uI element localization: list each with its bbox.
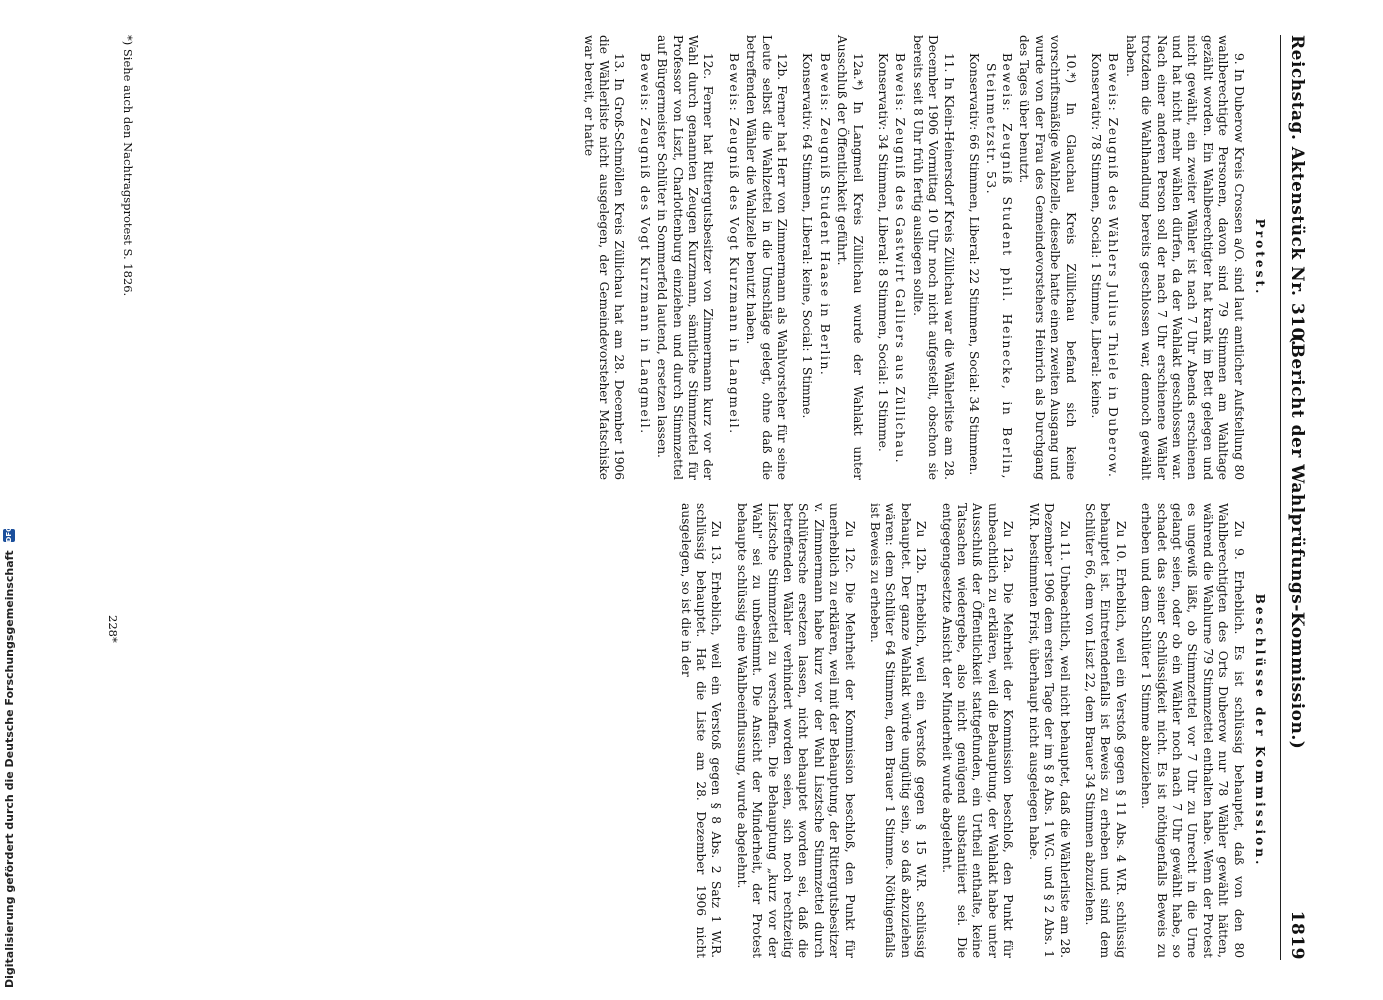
commission-paragraph: Zu 12c. Die Mehrheit der Kommission beschloß, den Punkt für unerheblich zu erklären, weil mit der Behauptung, der Rittergutsbesitzer v. Zimmermann habe kurz vor der Wahl Lisztsche Stimmzettel durch Schlütersche ersetzen lassen, nicht behauptet worden sei, daß die betreffenden Wähler verhindert worden seien, sich noch rechtzeitig Lisztsche Stimmzettel zu verschaffen. Die Behauptung „kurz vor der Wahl" sei zu unbestimmt. Die Ansicht der Minderheit, der Protest behaupte schlüssig eine Wahlbeeinflussung, wurde abgelehnt. <box>734 503 857 958</box>
digitization-credit <box>2 526 18 988</box>
credit-text: Digitalisierung gefördert durch die Deutsche Forschungsgemeinschaft <box>2 550 16 988</box>
spacer <box>857 503 865 958</box>
commission-column <box>675 503 1269 958</box>
footnote: *) Siehe auch den Nachtragsprotest S. 1826. <box>121 35 135 297</box>
protest-paragraph: 10.*) In Glauchau Kreis Züllichau befand sich keine vorschriftsmäßige Wahlzelle, dieselbe hatte einen zweiten Ausgang und wurde von der Frau des Gemeindevorstehers Heinrich als Durchgang des Tages über benutzt. <box>1017 35 1078 480</box>
spacer <box>715 35 723 480</box>
protest-votes: Konservativ: 64 Stimmen, Liberal: keine, Social: 1 Stimme. <box>800 53 815 419</box>
header-left: Reichstag. Aktenstück Nr. 310. <box>1287 35 1307 347</box>
protest-evidence: Beweis: Zeugniß Student Haase in Berlin. <box>817 53 832 377</box>
spacer <box>956 35 964 480</box>
protest-votes: Konservativ: 78 Stimmen, Social: 1 Stimme, Liberal: keine. <box>1088 53 1103 419</box>
protest-paragraph: 12c. Ferner hat Rittergutsbesitzer von Zimmermann kurz vor der Wahl durch genannten Zeugen Kurzmann, sämtliche Stimmzettel für Professor von Liszt, Charlottenburg einziehen und durch Stimmzettel auf Bürgermeister Schlüter in Sommerfeld lautend, ersetzen lassen. <box>655 35 716 480</box>
spacer <box>1128 503 1136 958</box>
protest-column <box>578 35 1269 480</box>
spacer <box>865 35 873 480</box>
protest-evidence: Beweis: Zeugniß des Vogt Kurzmann in Langmeil. <box>726 53 741 435</box>
page-number: 228* <box>106 615 120 643</box>
spacer <box>789 35 797 480</box>
spacer <box>928 503 936 958</box>
commission-paragraph: Zu 11. Unbeachtlich, weil nicht behauptet, daß die Wählerliste am 28. Dezember 1906 dem ersten Tage der im § 8 Abs. 1 W.G. und § 2 Abs. 1 W.R. bestimmten Frist, überhaupt nicht ausgelegen habe. <box>1026 503 1072 958</box>
commission-paragraph: Zu 9. Erheblich. Es ist schlüssig behauptet, daß von den 80 Wahlberechtigten des Orts Duberow nur 78 Wähler gewählt hätten, während die Wahlurne 79 Stimmzettel enthalten habe. Wenn der Protest es ungewiß läßt, ob Stimmzettel vor 7 Uhr zu Unrecht in die Urne gelangt seien, oder ob ein Wähler noch nach 7 Uhr gewählt habe, so schadet das seiner Schlüssigkeit nicht. Es ist nöthigenfalls Beweis zu erheben und dem Schlüter 1 Stimme abzuziehen. <box>1139 503 1246 958</box>
spacer <box>1015 503 1023 958</box>
page-header <box>1279 35 1307 960</box>
commission-paragraph: Zu 13. Erheblich, weil ein Verstoß gegen § 8 Abs. 2 Satz 1 W.R. schlüssig behauptet. Hat die Liste am 28. Dezember 1906 nicht ausgelegen, so ist die in der <box>678 503 724 958</box>
protest-paragraph: 11. In Klein-Heinersdorf Kreis Züllichau war die Wählerliste am 28. December 1906 Vormittag 10 Uhr noch nicht aufgestellt, obschon sie bereits seit 8 Uhr früh fertig ausliegen sollte. <box>910 35 956 480</box>
dfg-logo-icon: DFG <box>5 526 13 543</box>
protest-evidence: Beweis: Zeugniß des Wählers Julius Thiele in Duberow. <box>1106 53 1121 479</box>
protest-paragraph: 12a.*) In Langmeil Kreis Züllichau wurde der Wahlakt unter Ausschluß der Öffentlichkeit geführt. <box>835 35 865 480</box>
spacer <box>723 503 731 958</box>
protest-paragraph: 12b. Ferner hat Herr von Zimmermann als Wahlvorsteher für seine Leute selbst die Wahlzettel in die Umschläge gelegt, ohne daß die betreffenden Wähler die Wahlzelle benutzt haben. <box>744 35 790 480</box>
header-page-number: 1819 <box>1287 910 1307 960</box>
header-rule <box>1280 35 1281 960</box>
commission-paragraph: Zu 12b. Erheblich, weil ein Verstoß gegen § 15 W.R. schlüssig behauptet. Der ganze Wahlakt würde ungültig sein, so daß abzuziehen wären: dem Schlüter 64 Stimmen, dem Brauer 1 Stimme. Nöthigenfalls ist Beweis zu erheben. <box>868 503 929 958</box>
scanned-page <box>25 15 1325 975</box>
spacer <box>626 35 634 480</box>
commission-heading: Beschlüsse der Kommission. <box>1253 593 1267 868</box>
commission-paragraph: Zu 12a. Die Mehrheit der Kommission beschloß, den Punkt für unbeachtlich zu erklären, weil die Behauptung, der Wahlakt habe unter Ausschluß der Öffentlichkeit stattgefunden, ein Urtheil enthalte, keine Tatsachen wiedergebe, also nicht genügend substantiiert sei. Die entgegengesetzte Ansicht der Minderheit wurde abgelehnt. <box>939 503 1016 958</box>
protest-paragraph: 9. In Duberow Kreis Crossen a/O. sind laut amtlicher Aufstellung 80 wahlberechtigte Personen, davon sind 79 Stimmen am Wahltage gezählt worden. Ein Wahlberechtigter hat krank im Bett gelegen und nicht gewählt, ein zweiter Wähler ist nach 7 Uhr Abends erschienen und hat nicht mehr wählen dürfen, da der Wahlakt geschlossen war. Nach einer anderen Person soll der nach 7 Uhr erschienene Wähler trotzdem die Wahlhandlung bereits geschlossen war, dennoch gewählt haben. <box>1123 35 1246 480</box>
spacer <box>1078 35 1086 480</box>
protest-heading: Protest. <box>1253 218 1267 297</box>
protest-evidence: Beweis: Zeugniß des Gastwirt Galliers aus Züllichau. <box>893 53 908 465</box>
header-center: (Bericht der Wahlprüfungs-Kommission.) <box>1287 335 1307 750</box>
spacer <box>1072 503 1080 958</box>
commission-paragraph: Zu 10. Erheblich, weil ein Verstoß gegen § 11 Abs. 4 W.R. schlüssig behauptet ist. Eintretendenfalls ist Beweis zu erheben und sind dem Schlüter 66, dem von Liszt 22, dem Brauer 34 Stimmen abzuziehen. <box>1082 503 1128 958</box>
protest-paragraph: 13. In Groß-Schmöllen Kreis Züllichau hat am 28. December 1906 die Wählerliste nicht ausgelegen, der Gemeindevorsteher Matschiske war bereit, er hatte <box>581 35 627 480</box>
protest-votes: Konservativ: 34 Stimmen, Liberal: 8 Stimmen, Social: 1 Stimme. <box>876 53 891 452</box>
protest-votes: Konservativ: 66 Stimmen, Liberal: 22 Stimmen, Social: 34 Stimmen. <box>967 53 982 476</box>
protest-evidence: Beweis: Zeugniß des Vogt Kurzmann in Langmeil. <box>637 53 652 435</box>
protest-evidence: Beweis: Zeugniß Student phil. Heinecke, in Berlin, Steinmetzstr. 53. <box>984 53 1014 480</box>
